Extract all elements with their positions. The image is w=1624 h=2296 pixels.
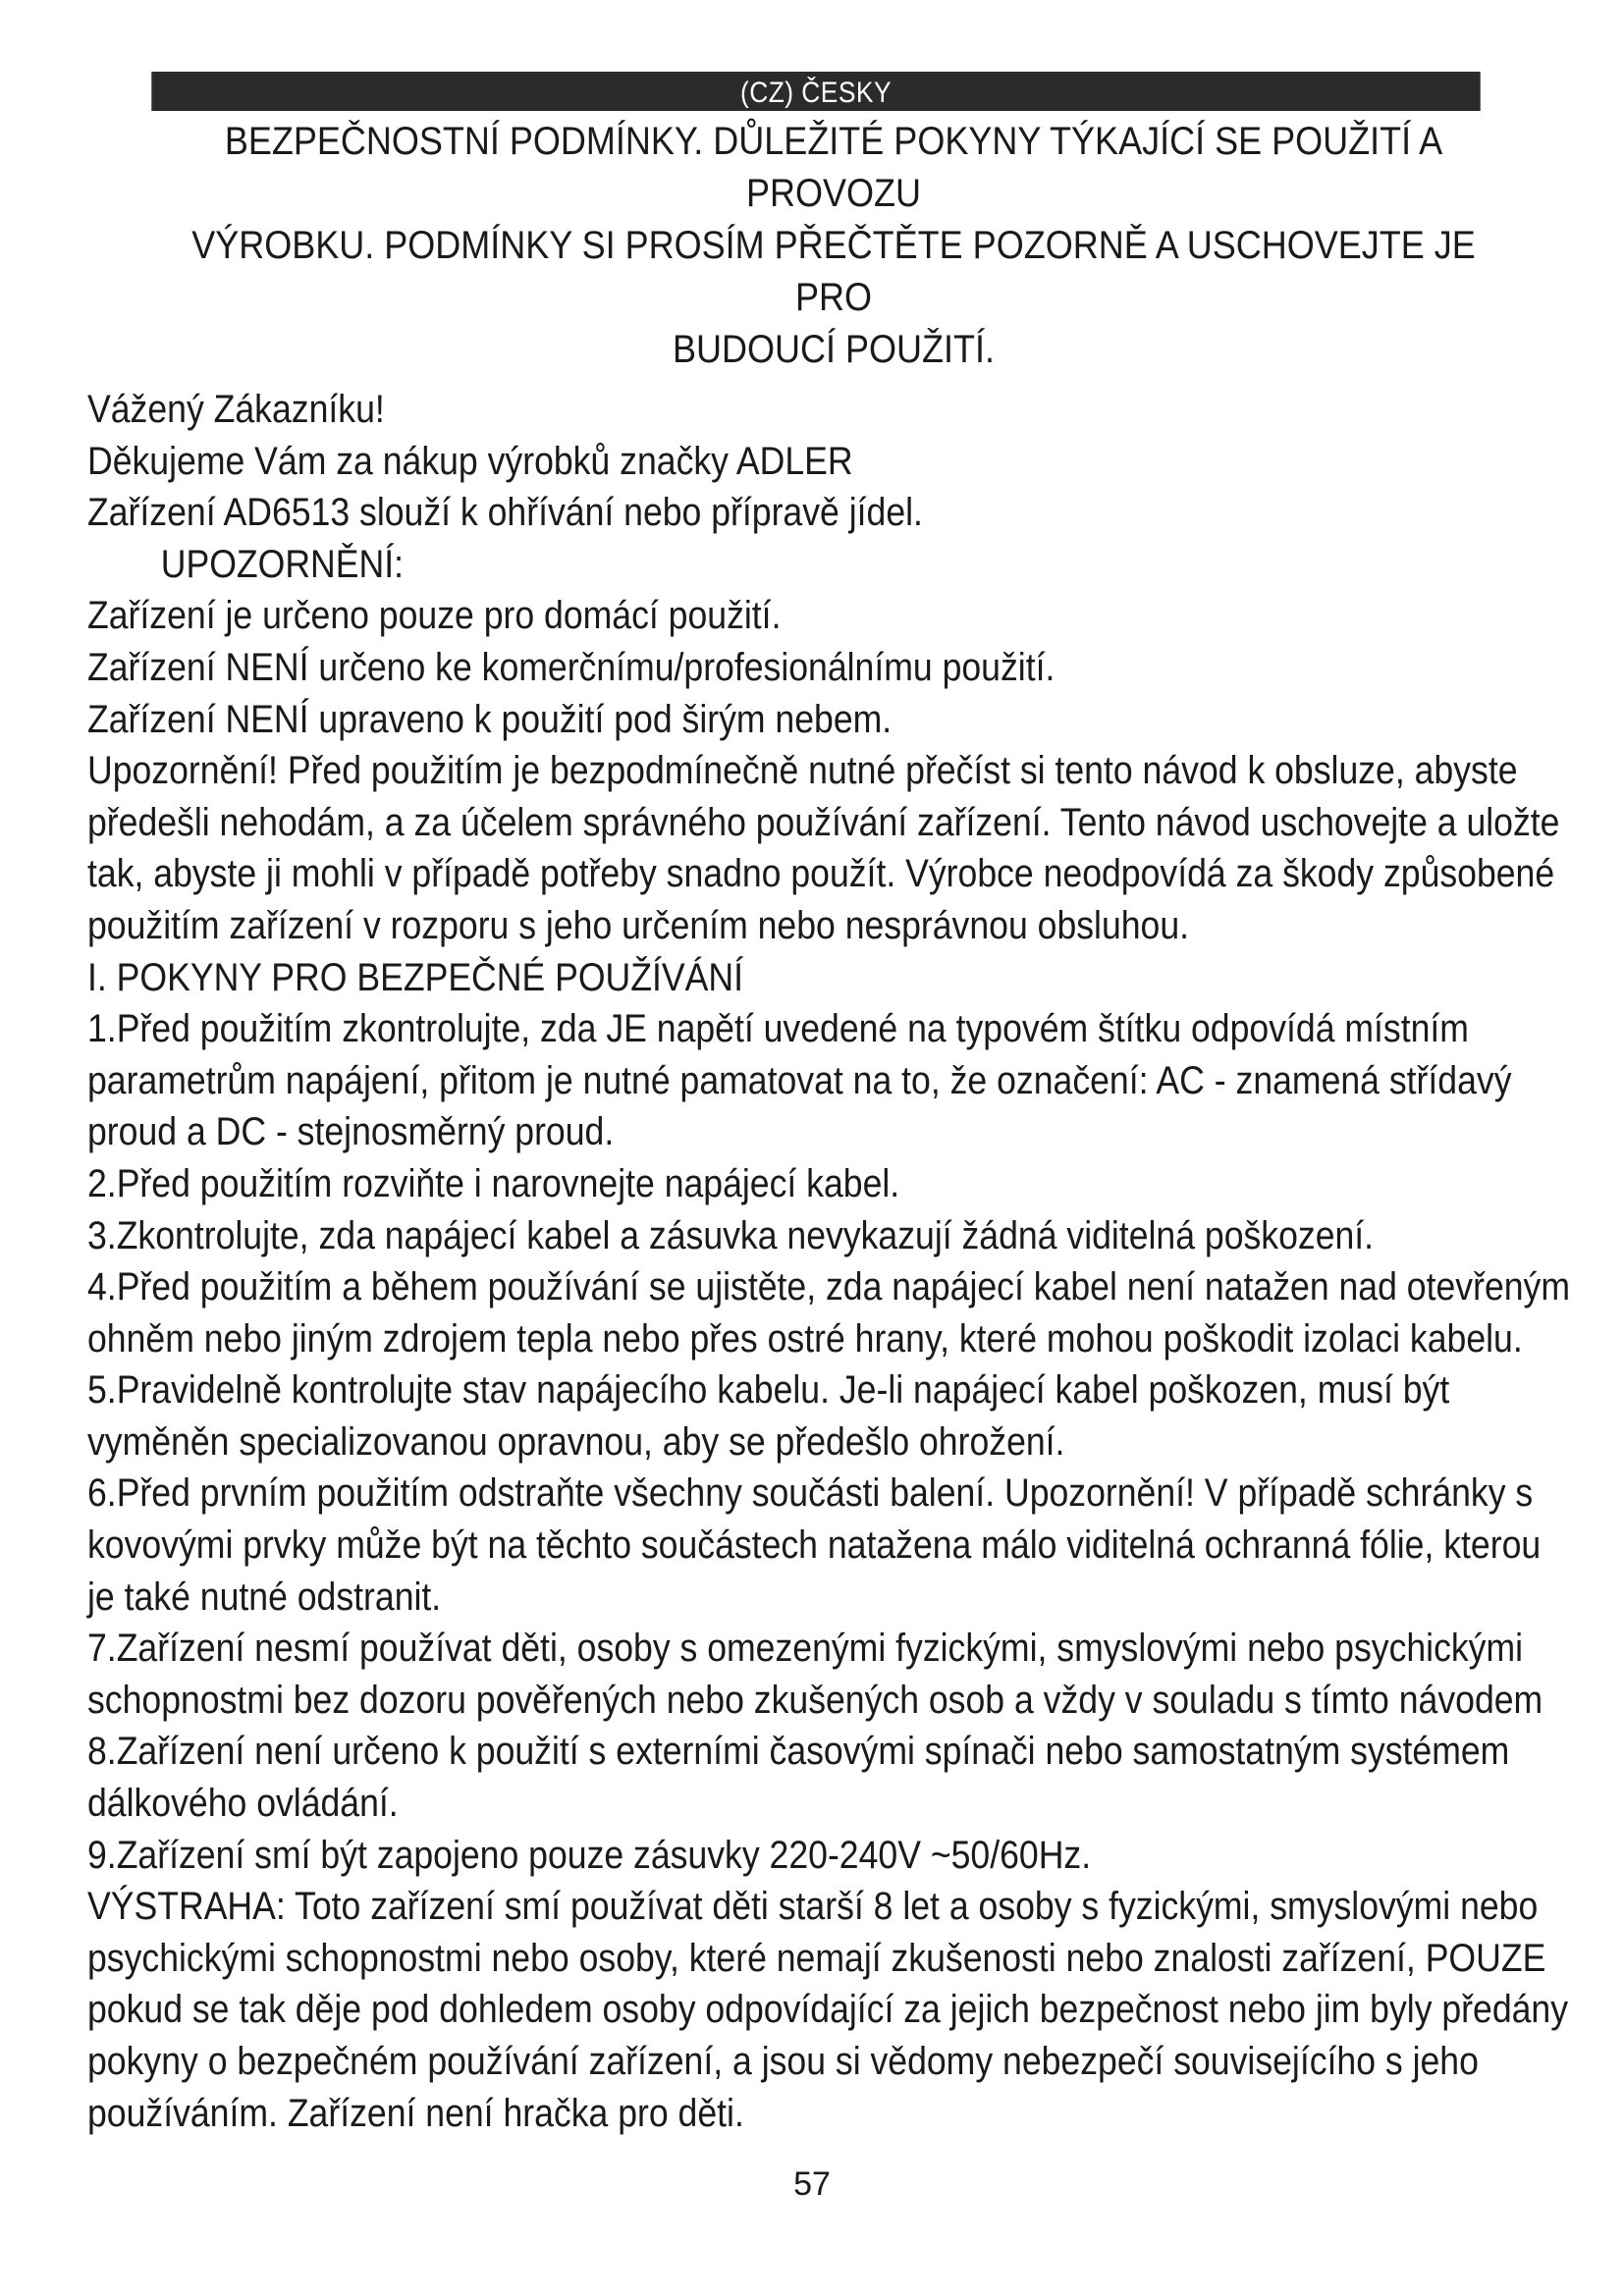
safety-item-8: 8.Zařízení není určeno k použití s externími časovými spínači nebo samostatným systémem dálkového ovládání. (87, 1730, 1510, 1826)
safety-item-3: 3.Zkontrolujte, zda napájecí kabel a zásuvka nevykazují žádná viditelná poškození. (87, 1213, 1375, 1257)
safety-item-1: 1.Před použitím zkontrolujte, zda JE napětí uvedené na typovém štítku odpovídá místním parametrům napájení, přitom je nutné pamatovat na to, že označení: AC - znamená střídavý proud a DC - stejnosměrný proud. (87, 1007, 1512, 1154)
manual-text (87, 384, 1573, 2139)
intro-line-3: BUDOUCÍ POUŽITÍ. (672, 328, 995, 371)
device-purpose: Zařízení AD6513 slouží k ohřívání nebo přípravě jídel. (87, 491, 923, 535)
section-title: I. POKYNY PRO BEZPEČNÉ POUŽÍVÁNÍ (87, 955, 743, 999)
safety-item-6: 6.Před prvním použitím odstraňte všechny součásti balení. Upozornění! V případě schránky s kovovými prvky může být na těchto součástech natažena málo viditelná ochranná fólie, kterou je také nutné odstranit. (87, 1471, 1542, 1619)
intro-line-2: VÝROBKU. PODMÍNKY SI PROSÍM PŘEČTĚTE POZORNĚ A USCHOVEJTE JE PRO (191, 224, 1476, 319)
document-body (87, 116, 1580, 2139)
not-outdoor-note: Zařízení NENÍ upraveno k použití pod širým nebem. (87, 697, 893, 741)
safety-item-4: 4.Před použitím a během používání se ujistěte, zda napájecí kabel není natažen nad otevřeným ohněm nebo jiným zdrojem tepla nebo přes ostré hrany, které mohou poškodit izolaci kabelu. (87, 1265, 1570, 1361)
safety-item-9: 9.Zařízení smí být zapojeno pouze zásuvky 220-240V ~50/60Hz. (87, 1833, 1092, 1877)
language-header-title: (CZ) ČESKY (739, 77, 892, 109)
not-commercial-note: Zařízení NENÍ určeno ke komerčnímu/profesionálnímu použití. (87, 645, 1056, 689)
greeting: Vážený Zákazníku! (87, 388, 385, 431)
intro-line-1: BEZPEČNOSTNÍ PODMÍNKY. DŮLEŽITÉ POKYNY TÝKAJÍCÍ SE POUŽITÍ A PROVOZU (224, 120, 1443, 215)
home-use-note: Zařízení je určeno pouze pro domácí použití. (87, 594, 782, 638)
read-manual-paragraph: Upozornění! Před použitím je bezpodmínečně nutné přečíst si tento návod k obsluze, abyste předešli nehodám, a za účelem správného používání zařízení. Tento návod uschovejte a uložte tak, abyste ji mohli v případě potřeby snadno použít. Výrobce neodpovídá za škody způsobené použitím zařízení v rozporu s jeho určením nebo nesprávnou obsluhou. (87, 749, 1560, 947)
warning-heading: UPOZORNĚNÍ: (160, 542, 404, 586)
page-number: 57 (793, 2165, 831, 2203)
thanks-line: Děkujeme Vám za nákup výrobků značky ADLER (87, 439, 853, 483)
safety-item-5: 5.Pravidelně kontrolujte stav napájecího kabelu. Je-li napájecí kabel poškozen, musí být vyměněn specializovanou opravnou, aby se předešlo ohrožení. (87, 1368, 1450, 1464)
caution-paragraph: VÝSTRAHA: Toto zařízení smí používat děti starší 8 let a osoby s fyzickými, smyslovými nebo psychickými schopnostmi nebo osoby, které nemají zkušenosti nebo znalosti zařízení, POUZE pokud se tak děje pod dohledem osoby odpovídající za jejich bezpečnost nebo jim byly předány pokyny o bezpečném používání zařízení, a jsou si vědomy nebezpečí souvisejícího s jeho používáním. Zařízení není hračka pro děti. (87, 1885, 1569, 2135)
safety-item-2: 2.Před použitím rozviňte i narovnejte napájecí kabel. (87, 1161, 900, 1205)
safety-item-7: 7.Zařízení nesmí používat děti, osoby s omezenými fyzickými, smyslovými nebo psychickými schopnostmi bez dozoru pověřených nebo zkušených osob a vždy v souladu s tímto návodem (87, 1627, 1543, 1722)
safety-intro-heading (162, 116, 1505, 376)
language-header-bar (151, 72, 1480, 111)
